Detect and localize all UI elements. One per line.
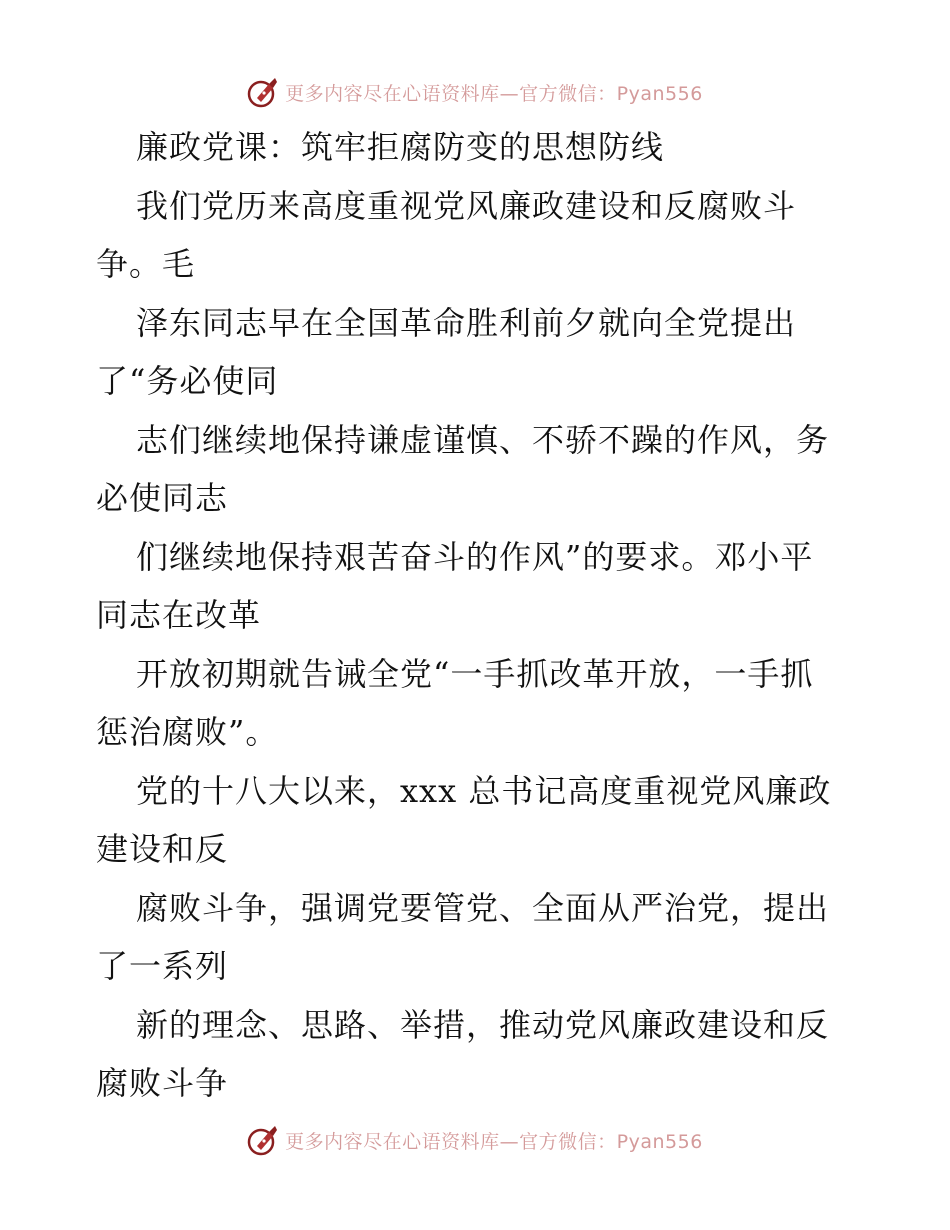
text-line: 开放初期就告诫全党“一手抓改革开放，一手抓 bbox=[136, 654, 814, 693]
text-line: 泽东同志早在全国革命胜利前夕就向全党提出 bbox=[136, 303, 797, 342]
header-watermark bbox=[0, 72, 950, 112]
text-line: 我们党历来高度重视党风廉政建设和反腐败斗 bbox=[136, 186, 797, 225]
text-line: 了“务必使同 bbox=[96, 362, 279, 400]
text-line: 必使同志 bbox=[96, 479, 229, 517]
pen-nib-logo-icon bbox=[247, 1124, 279, 1156]
document-body bbox=[96, 118, 856, 1113]
watermark-text: 更多内容尽在心语资料库—官方微信：Pyan556 bbox=[285, 82, 703, 105]
text-line: 志们继续地保持谦虚谨慎、不骄不躁的作风，务 bbox=[136, 420, 830, 459]
text-line: 建设和反 bbox=[96, 830, 229, 868]
text-line: 们继续地保持艰苦奋斗的作风”的要求。邓小平 bbox=[136, 537, 814, 576]
text-line: 同志在改革 bbox=[96, 596, 262, 634]
text-line: 惩治腐败”。 bbox=[96, 713, 279, 751]
text-line: 党的十八大以来，xxx 总书记高度重视党风廉政 bbox=[136, 771, 832, 810]
text-line: 了一系列 bbox=[96, 947, 229, 985]
pen-nib-logo-icon bbox=[247, 76, 279, 108]
footer-watermark bbox=[0, 1120, 950, 1160]
text-line: 新的理念、思路、举措，推动党风廉政建设和反 bbox=[136, 1005, 830, 1044]
text-line: 腐败斗争，强调党要管党、全面从严治党，提出 bbox=[136, 888, 830, 927]
watermark-text: 更多内容尽在心语资料库—官方微信：Pyan556 bbox=[285, 1130, 703, 1153]
document-title: 廉政党课：筑牢拒腐防变的思想防线 bbox=[136, 128, 665, 166]
text-line: 争。毛 bbox=[96, 245, 196, 283]
text-line: 腐败斗争 bbox=[96, 1064, 229, 1102]
